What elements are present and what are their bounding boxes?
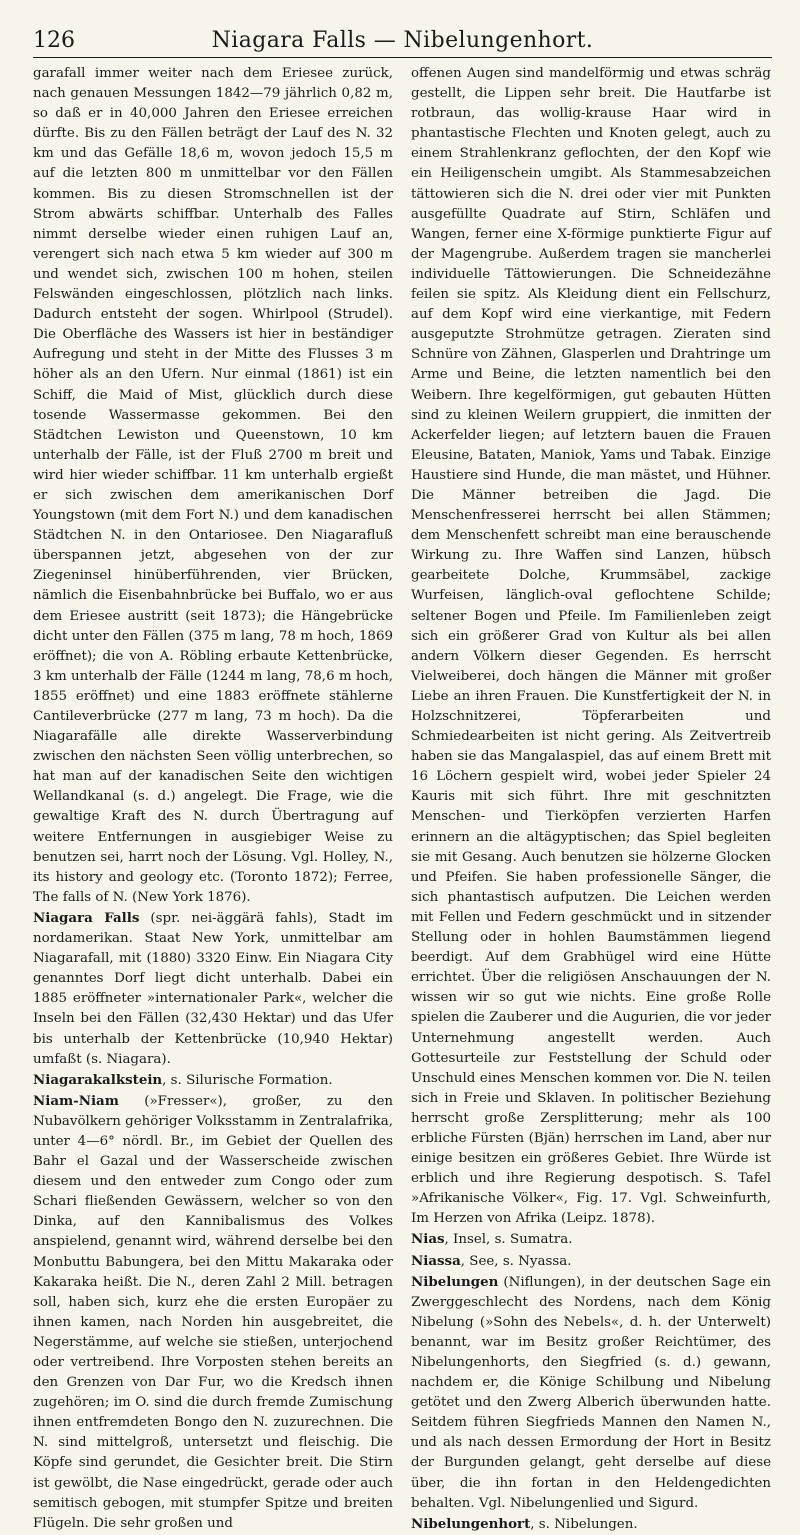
entry-text: , s. Silurische Formation. [162,1072,333,1088]
entry-nibelungen [411,1272,771,1514]
entry-niagara-falls [33,908,393,1070]
entry-text: , Insel, s. Sumatra. [444,1232,573,1248]
lemma: Niam-Niam [33,1092,119,1109]
header-rule [33,57,772,58]
right-column [411,64,771,1535]
lemma: Nibelungen [411,1273,499,1290]
entry-text: , See, s. Nyassa. [460,1253,572,1269]
entry-text: , s. Nibelungen. [530,1516,638,1532]
entry-niassa [411,1251,771,1272]
entry-niagarakalkstein [33,1070,393,1091]
entry-text: (spr. nei-äggärä fahls), Stadt im nordamerikan. Staat New York, unmittelbar am Niagarafall, mit (1880) 3320 Einw. Ein Niagara City genanntes Dorf liegt dicht unterhalb. Dabei ein 1885 eröffneter »internationaler Park«, welcher die Inseln bei den Fällen (32,430 Hektar) und das Ufer bis unterhalb der Kettenbrücke (10,940 Hektar) umfaßt (s. Niagara). [33,910,393,1067]
entry-niam-niam-continued: offenen Augen sind mandelförmig und etwas schräg gestellt, die Lippen sehr breit. Die Hautfarbe ist rotbraun, das wollig-krause Haar wird in phantastische Flechten und Knoten gelegt, auch zu einem Strahlenkranz geflochten, der den Kopf wie ein Heiligenschein umgibt. Als Stammesabzeichen tättowieren sich die N. drei oder vier mit Punkten ausgefüllte Quadrate auf Stirn, Schläfen und Wangen, ferner eine X-förmige punktierte Figur auf der Magengrube. Außerdem tragen sie mancherlei individuelle Tättowierungen. Die Schneidezähne feilen sie spitz. Als Kleidung dient ein Fellschurz, auf dem Kopf wird eine vierkantige, mit Federn ausgeputzte Strohmütze getragen. Zieraten sind Schnüre von Zähnen, Glasperlen und Drahtringe um Arme und Beine, die letzten namentlich bei den Weibern. Ihre kegelförmigen, gut gebauten Hütten sind zu kleinen Weilern gruppiert, die inmitten der Ackerfelder liegen; auf letztern bauen die Frauen Eleusine, Bataten, Maniok, Yams und Tabak. Einzige Haustiere sind Hunde, die man mästet, und Hühner. Die Männer betreiben die Jagd. Die Menschenfresserei herrscht bei allen Stämmen; dem Menschenfett schreibt man eine berauschende Wirkung zu. Ihre Waffen sind Lanzen, hübsch gearbeitete Dolche, Krummsäbel, zackige Wurfeisen, länglich-oval geflochtene Schilde; seltener Bogen und Pfeile. Im Familienleben zeigt sich ein größerer Grad von Kultur als bei allen andern Völkern dieser Gegenden. Es herrscht Vielweiberei, doch hängen die Männer mit großer Liebe an ihren Frauen. Die Kunstfertigkeit der N. in Holzschnitzerei, Töpferarbeiten und Schmiedearbeiten ist nicht gering. Als Zeitvertreib haben sie das Mangalaspiel, das auf einem Brett mit 16 Löchern gespielt wird, wobei jeder Spieler 24 Kauris mit sich führt. Ihre mit geschnitzten Menschen- und Tierköpfen verzierten Harfen erinnern an die altägyptischen; das Spiel begleiten sie mit Gesang. Auch benutzen sie hölzerne Glocken und Pfeifen. Sie haben professionelle Sänger, die sich phantastisch aufputzen. Die Leichen werden mit Fellen und Federn geschmückt und in sitzender Stellung oder in hohlen Baumstämmen liegend beerdigt. Auf dem Grabhügel wird eine Hütte errichtet. Über die religiösen Anschauungen der N. wissen wir so gut wie nichts. Eine große Rolle spielen die Zauberer und die Augurien, die vor jeder Unternehmung angestellt werden. Auch Gottesurteile zur Feststellung der Schuld oder Unschuld eines Menschen kommen vor. Die N. teilen sich in Freie und Sklaven. In politischer Beziehung herrscht große Zersplitterung; mehr als 100 erbliche Fürsten (Bjän) herrschen im Land, aber nur einige besitzen ein größeres Gebiet. Ihre Würde ist erblich und ihre Regierung despotisch. S. Tafel »Afrikanische Völker«, Fig. 17. Vgl. Schweinfurth, Im Herzen von Afrika (Leipz. 1878). [411,66,771,1227]
lemma: Niagarakalkstein [33,1071,163,1088]
lemma: Nibelungenhort [411,1515,531,1532]
text-columns [33,64,772,1535]
entry-niagara-continued: garafall immer weiter nach dem Eriesee zurück, nach genauen Messungen 1842—79 jährlich 0,82 m, so daß er in 40,000 Jahren den Eriesee erreichen dürfte. Bis zu den Fällen beträgt der Lauf des N. 32 km und das Gefälle 18,6 m, wovon jedoch 15,5 m auf die letzten 800 m unmittelbar vor den Fällen kommen. Bis zu diesen Stromschnellen ist der Strom abwärts schiffbar. Unterhalb des Falles nimmt derselbe wieder einen ruhigen Lauf an, verengert sich nach etwa 5 km wieder auf 300 m und wendet sich, zwischen 100 m hohen, steilen Felswänden eingeschlossen, plötzlich nach links. Dadurch entsteht der sogen. Whirlpool (Strudel). Die Oberfläche des Wassers ist hier in beständiger Aufregung und steht in der Mitte des Flusses 3 m höher als an den Ufern. Nur einmal (1861) ist ein Schiff, die Maid of Mist, glücklich durch diese tosende Wassermasse gekommen. Bei den Städtchen Lewiston und Queenstown, 10 km unterhalb der Fälle, ist der Fluß 2700 m breit und wird hier wieder schiffbar. 11 km unterhalb ergießt er sich zwischen dem amerikanischen Dorf Youngstown (mit dem Fort N.) und dem kanadischen Städtchen N. in den Ontariosee. Den Niagarafluß überspannen jetzt, abgesehen von der zur Ziegeninsel hinüberführenden, vier Brücken, nämlich die Eisenbahnbrücke bei Buffalo, wo er aus dem Eriesee austritt (seit 1873); die Hängebrücke dicht unter den Fällen (375 m lang, 78 m hoch, 1869 eröffnet); die von A. Röbling erbaute Kettenbrücke, 3 km unterhalb der Fälle (1244 m lang, 78,6 m hoch, 1855 eröffnet) und eine 1883 eröffnete stählerne Cantileverbrücke (277 m lang, 73 m hoch). Da die Niagarafälle alle direkte Wasserverbindung zwischen den nächsten Seen völlig unterbrechen, so hat man auf der kanadischen Seite den wichtigen Wellandkanal (s. d.) angelegt. Die Frage, wie die gewaltige Kraft des N. durch Übertragung auf weitere Entfernungen in ausgiebiger Weise zu benutzen sei, harrt noch der Lösung. Vgl. Holley, N., its history and geology etc. (Toronto 1872); Ferree, The falls of N. (New York 1876). [33,66,393,905]
page-number: 126 [33,28,75,53]
lemma: Niassa [411,1252,461,1269]
left-column [33,64,393,1535]
lemma: Nias [411,1231,445,1248]
running-title: Niagara Falls — Nibelungenhort. [211,28,594,53]
entry-nias [411,1229,771,1250]
entry-text: (»Fresser«), großer, zu den Nubavölkern gehöriger Volksstamm in Zentralafrika, unter 4—6° nördl. Br., im Gebiet der Quellen des Bahr el Gazal und der Wasserscheide zwischen diesem und den entweder zum Congo oder zum Schari fließenden Gewässern, welcher so von den Dinka, auf den Kannibalismus des Volkes anspielend, genannt wird, während derselbe bei den Monbuttu Babungera, bei den Mittu Makaraka oder Kakaraka heißt. Die N., deren Zahl 2 Mill. betragen soll, haben sich, kurz ehe die ersten Europäer zu ihnen kamen, nach Norden hin ausgebreitet, die Negerstämme, auf welche sie stießen, unterjochend oder vertreibend. Ihre Vorposten stehen bereits an den Grenzen von Dar Fur, wo die Kredsch ihnen zugehören; im O. sind die durch fremde Zumischung ihnen entfremdeten Bongo den N. zuzurechnen. Die N. sind mittelgroß, untersetzt und fleischig. Die Köpfe sind gerundet, die Gesichter breit. Die Stirn ist gewölbt, die Nase eingedrückt, gerade oder auch semitisch gebogen, mit stumpfer Spitze und breiten Flügeln. Die sehr großen und [33,1093,393,1531]
entry-niam-niam [33,1091,393,1534]
entry-text: (Niflungen), in der deutschen Sage ein Zwerggeschlecht des Nordens, nach dem König Nibelung (»Sohn des Nebels«, d. h. der Unterwelt) benannt, war im Besitz großer Reichtümer, des Nibelungenhorts, den Siegfried (s. d.) gewann, nachdem er, die Könige Schilbung und Nibelung getötet und den Zwerg Alberich überwunden hatte. Seitdem führen Siegfrieds Mannen den Namen N., und als nach dessen Ermordung der Hort in Besitz der Burgunden gelangt, geht derselbe auf diese über, die ihn fortan in den Heldengedichten behalten. Vgl. Nibelungenlied und Sigurd. [411,1274,771,1511]
page-header [33,20,772,60]
lemma: Niagara Falls [33,909,140,926]
entry-nibelungenhort [411,1514,771,1535]
